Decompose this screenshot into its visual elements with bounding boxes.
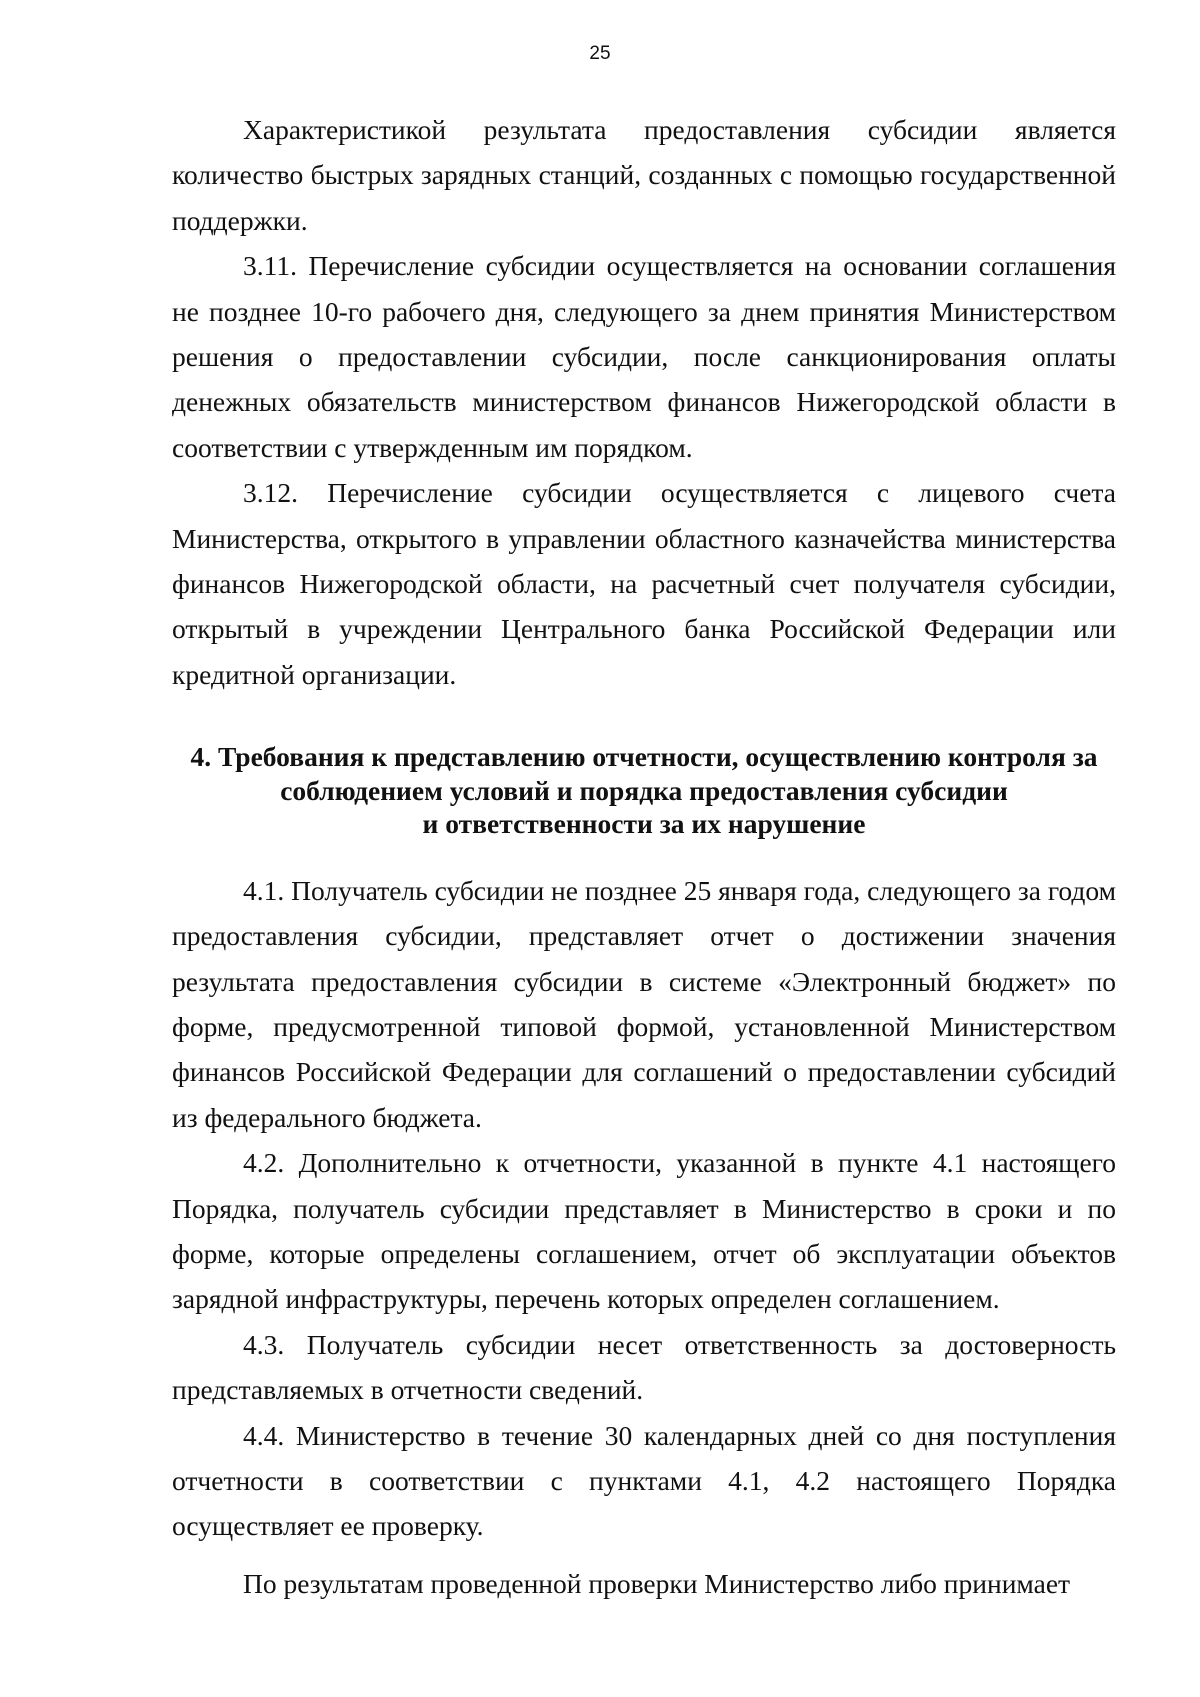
section-4-heading-line-1: 4. Требования к представлению отчетности, осуществлению контроля за xyxy=(190,741,1098,773)
paragraph-4-4: 4.4. Министерство в течение 30 календарных дней со дня поступления отчетности в соответствии с пунктами 4.1, 4.2 настоящего Порядка осуществляет ее проверку. xyxy=(172,1419,1116,1542)
paragraph-inspection-results: По результатам проведенной проверки Министерство либо принимает xyxy=(243,1567,1071,1599)
section-4-heading xyxy=(172,740,1116,841)
paragraph-3-11: 3.11. Перечисление субсидии осуществляется на основании соглашения не позднее 10-го рабочего дня, следующего за днем принятия Министерством решения о предоставлении субсидии, после санкционирования оплаты денежных обязательств министерством финансов Нижегородской области в соответствии с утвержденным им порядком. xyxy=(172,250,1116,463)
page-number: 25 xyxy=(589,43,611,64)
section-4-heading-line-3: и ответственности за их нарушение xyxy=(422,808,866,840)
paragraph-4-3: 4.3. Получатель субсидии несет ответственность за достоверность представляемых в отчетности сведений. xyxy=(172,1328,1116,1406)
section-4-heading-line-2: соблюдением условий и порядка предоставления субсидии xyxy=(280,774,1008,806)
paragraph-3-12: 3.12. Перечисление субсидии осуществляется с лицевого счета Министерства, открытого в управлении областного казначейства министерства финансов Нижегородской области, на расчетный счет получателя субсидии, открытый в учреждении Центрального банка Российской Федерации или кредитной организации. xyxy=(172,477,1116,690)
paragraph-result-characteristic: Характеристикой результата предоставления субсидии является количество быстрых зарядных станций, созданных с помощью государственной поддержки. xyxy=(172,114,1116,236)
paragraph-4-2: 4.2. Дополнительно к отчетности, указанной в пункте 4.1 настоящего Порядка, получатель субсидии представляет в Министерство в сроки и по форме, которые определены соглашением, отчет об эксплуатации объектов зарядной инфраструктуры, перечень которых определен соглашением. xyxy=(172,1147,1116,1315)
document-body xyxy=(172,107,1116,1606)
paragraph-4-1: 4.1. Получатель субсидии не позднее 25 января года, следующего за годом предоставления субсидии, представляет отчет о достижении значения результата предоставления субсидии в системе «Электронный бюджет» по форме, предусмотренной типовой формой, установленной Министерством финансов Российской Федерации для соглашений о предоставлении субсидий из федерального бюджета. xyxy=(172,874,1116,1133)
